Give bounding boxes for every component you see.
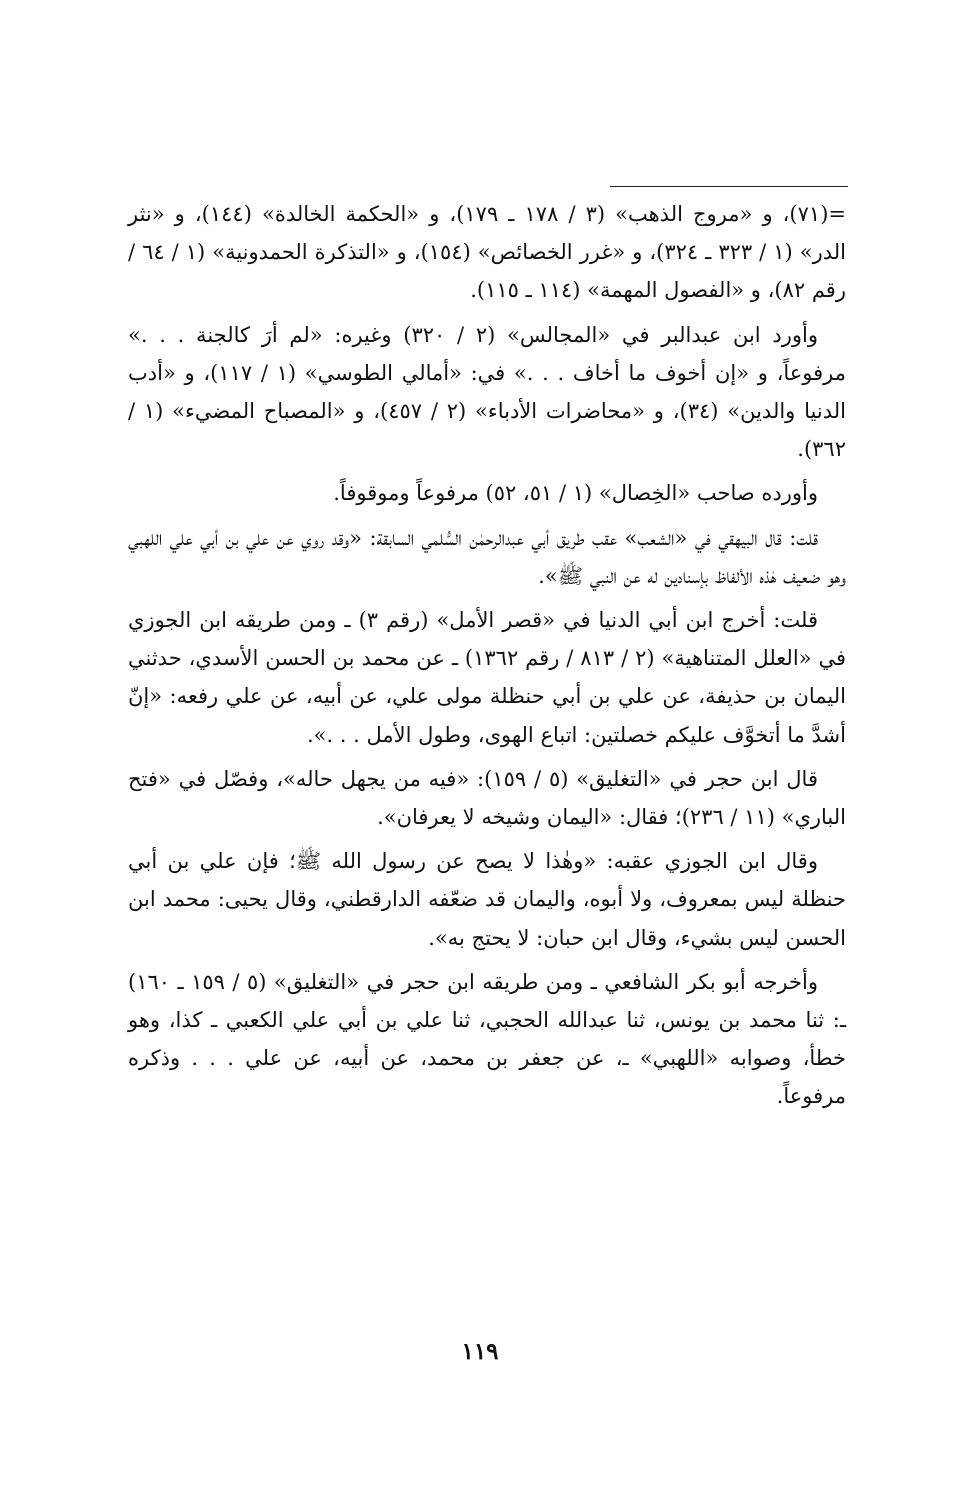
page-number: ١١٩ bbox=[461, 1338, 499, 1365]
footnote-text-block bbox=[128, 195, 846, 1122]
footnote-paragraph: =(٧١)، و «مروج الذهب» (٣ / ١٧٨ ـ ١٧٩)، و «الحكمة الخالدة» (١٤٤)، و «نثر الدر» (١ / ٣٢٣ ـ ٣٢٤)، و «غرر الخصائص» (١٥٤)، و «التذكرة الحمدونية» (١ / ٦٤ / رقم ٨٢)، و «الفصول المهمة» (١١٤ ـ ١١٥). bbox=[128, 202, 846, 303]
footnote-paragraph: وأورده صاحب «الخِصال» (١ / ٥١، ٥٢) مرفوعاً وموقوفاً. bbox=[333, 481, 818, 506]
footnote-separator-rule bbox=[610, 186, 848, 187]
footnote-paragraph: وأخرجه أبو بكر الشافعي ـ ومن طريقه ابن حجر في «التغليق» (٥ / ١٥٩ ـ ١٦٠) ـ: ثنا محمد بن يونس، ثنا عبدالله الحجبي، ثنا علي بن أبي علي الكعبي ـ كذا، وهو خطأ، وصوابه «اللهبي» ـ، عن جعفر بن محمد، عن أبيه، عن علي . . . وذكره مرفوعاً. bbox=[128, 969, 846, 1109]
footnote-paragraph: قلت: قال البيهقي في «الشعب» عقب طريق أبي عبدالرحمٰن السُّلمي السابقة: «وقد روي عن علي بن أبي علي اللهبي وهو ضعيف هٰذه الألفاظ بإسنادين له عن النبي ﷺ». bbox=[128, 525, 846, 588]
footnote-paragraph: قلت: أخرج ابن أبي الدنيا في «قصر الأمل» (رقم ٣) ـ ومن طريقه ابن الجوزي في «العلل المتناهية» (٢ / ٨١٣ / رقم ١٣٦٢) ـ عن محمد بن الحسن الأسدي، حدثني اليمان بن حذيفة، عن علي بن أبي حنظلة مولى علي، عن أبيه، عن علي رفعه: «إنّ أشدَّ ما أتخوَّف عليكم خصلتين: اتباع الهوى، وطول الأمل . . .». bbox=[128, 608, 846, 747]
footnote-paragraph: قال ابن حجر في «التغليق» (٥ / ١٥٩): «فيه من يجهل حاله»، وفصّل في «فتح الباري» (١١ / ٢٣٦)؛ فقال: «اليمان وشيخه لا يعرفان». bbox=[128, 766, 846, 830]
footnote-paragraph: وأورد ابن عبدالبر في «المجالس» (٢ / ٣٢٠) وغيره: «لم أرَ كالجنة . . .» مرفوعاً، و «إن أخوف ما أخاف . . .» في: «أمالي الطوسي» (١ / ١١٧)، و «أدب الدنيا والدين» (٣٤)، و «محاضرات الأدباء» (٢ / ٤٥٧)، و «المصباح المضيء» (١ / ٣٦٢). bbox=[128, 322, 846, 462]
footnote-paragraph: وقال ابن الجوزي عقبه: «وهٰذا لا يصح عن رسول الله ﷺ؛ فإن علي بن أبي حنظلة ليس بمعروف، ولا أبوه، واليمان قد ضعّفه الدارقطني، وقال يحيى: محمد ابن الحسن ليس بشيء، وقال ابن حبان: لا يحتج به». bbox=[128, 849, 846, 950]
